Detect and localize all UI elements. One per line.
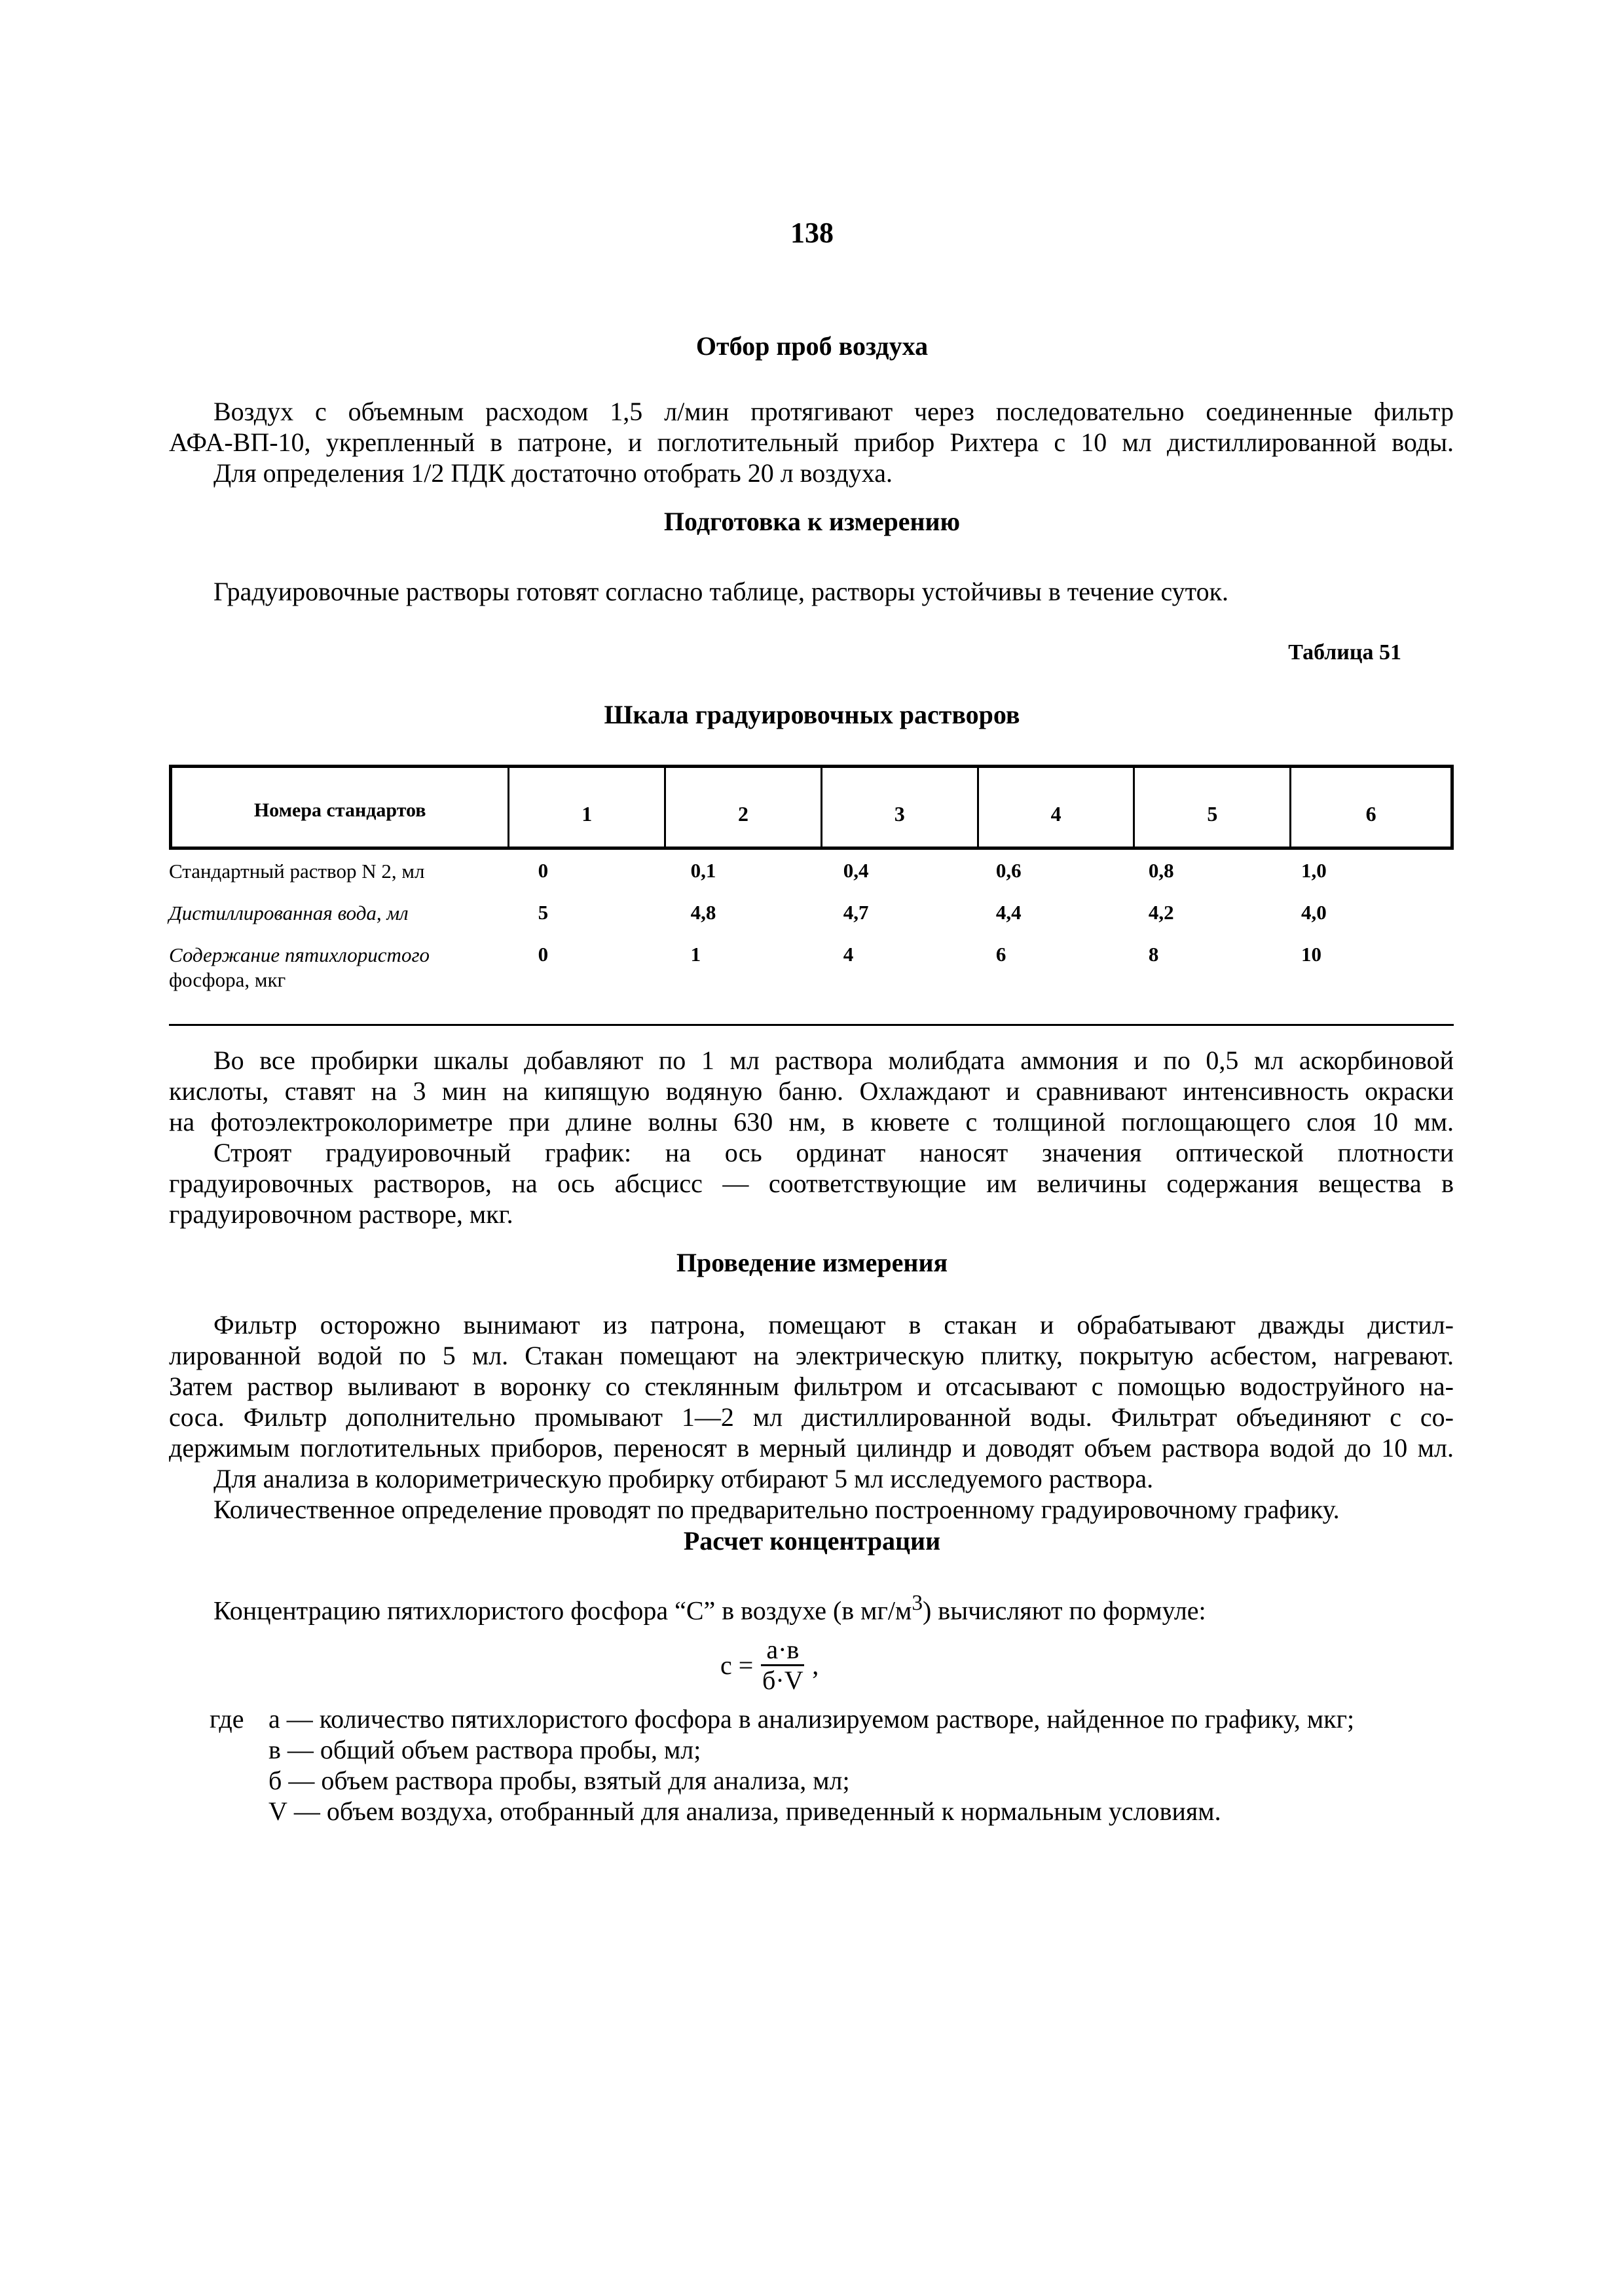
table-row [169,859,1454,901]
text-line: Строят градуировочный график: на ось ординат наносят значения оптической плотности [213,1138,1454,1167]
table-header [169,765,1454,850]
paragraph-preparation [169,576,1454,607]
table-number-label: Таблица 51 [1288,640,1401,665]
table-title: Шкала градуировочных растворов [604,700,1020,729]
table-bottom-rule [169,1024,1454,1026]
table-cell: 0,8 [1148,859,1174,882]
definition-key: V [268,1796,287,1826]
table-cell: 0,6 [995,859,1022,882]
paragraph-calculation-intro [169,1588,1454,1626]
section-title-preparation: Подготовка к измерению [663,507,961,536]
text-line: Для анализа в колориметрическую пробирку отбирают 5 мл исследуемого раствора. [213,1464,1154,1493]
row-label [169,943,538,993]
text-line: держимым поглотительных приборов, переносят в мерный цилиндр и доводят объем раствора водой до 10 мл. [169,1433,1454,1463]
definition-key: в [268,1735,281,1764]
table-cell: 0 [538,943,549,966]
table-body [169,859,1454,1002]
text-line: АФА-ВП-10, укрепленный в патроне, и поглотительный прибор Рихтера с 10 мл дистиллированной воды. [169,428,1454,457]
table-cell: 4,4 [995,901,1022,924]
table-cell: 4,0 [1301,901,1327,924]
header-col-6: 6 [1365,801,1376,826]
table-row [169,943,1454,1002]
definition-row [210,1796,1454,1827]
paragraph-after-table [169,1045,1454,1230]
section-title-calculation: Расчет концентрации [683,1526,941,1556]
table-cell: 10 [1301,943,1321,966]
table-cell: 0 [538,859,549,882]
formula-fraction [761,1635,804,1695]
row-label-line: фосфора, мкг [169,968,286,991]
spacer [210,1765,268,1796]
table-cell: 4 [843,943,854,966]
text-line: Воздух с объемным расходом 1,5 л/мин протягивают через последовательно соединенные фильтр [213,397,1454,426]
text-line: лированной водой по 5 мл. Стакан помещают на электрическую плитку, покрытую асбестом, нагревают. [169,1341,1454,1370]
header-col-2: 2 [666,768,822,847]
table-cell: 4,2 [1148,901,1174,924]
formula-tail: , [812,1650,819,1680]
definition-row [210,1734,1454,1765]
text-line: градуировочных растворов, на ось абсцисс — соответствующие им величины содержания вещества в [169,1169,1454,1198]
header-col-3: 3 [822,768,979,847]
text-line: Во все пробирки шкалы добавляют по 1 мл раствора молибдата аммония и по 0,5 мл аскорбиновой [213,1046,1454,1075]
definition-text: — общий объем раствора пробы, мл; [287,1735,701,1764]
spacer [210,1796,268,1827]
text-line: Затем раствор выливают в воронку со стеклянным фильтром и отсасывают с помощью водоструйного на- [169,1372,1454,1401]
text-line: Градуировочные растворы готовят согласно таблице, растворы устойчивы в течение суток. [213,577,1229,606]
table-cell: 1 [690,943,701,966]
header-col-1: 1 [509,768,666,847]
text-line: кислоты, ставят на 3 мин на кипящую водяную баню. Охлаждают и сравнивают интенсивность окраски [169,1076,1454,1106]
definition-key: б [268,1766,282,1795]
formula [720,1635,819,1695]
page-number: 138 [790,217,834,249]
intro-text: Концентрацию пятихлористого фосфора “С” в воздухе (в мг/м [213,1595,912,1626]
row-label-line: Содержание пятихлористого [169,943,430,966]
paragraph-air-sampling [169,396,1454,488]
text-line: соса. Фильтр дополнительно промывают 1—2 мл дистиллированной воды. Фильтрат объединяют с со- [169,1402,1454,1432]
header-col-4: 4 [979,768,1135,847]
section-title-air-sampling: Отбор проб воздуха [695,331,929,361]
text-line: на фотоэлектроколориметре при длине волны 630 нм, в кювете с толщиной поглощающего слоя 10 мм. [169,1107,1454,1137]
definition-text: — объем воздуха, отобранный для анализа, приведенный к нормальным условиям. [293,1796,1221,1826]
definition-key: а [268,1704,280,1734]
table-cell: 5 [538,901,549,924]
spacer [210,1734,268,1765]
text-line: Количественное определение проводят по предварительно построенному градуировочному графику. [213,1495,1340,1524]
paragraph-measurement [169,1309,1454,1525]
text-line [169,1588,1454,1626]
table-row [169,901,1454,943]
table-cell: 1,0 [1301,859,1327,882]
table-cell: 4,8 [690,901,716,924]
table-cell: 4,7 [843,901,869,924]
header-label-cell: Номера стандартов [172,768,509,847]
definition-row [210,1704,1454,1734]
table-cell: 0,1 [690,859,716,882]
section-title-measurement: Проведение измерения [676,1248,948,1277]
table-cell: 6 [995,943,1006,966]
text-line: Для определения 1/2 ПДК достаточно отобрать 20 л воздуха. [213,458,893,488]
intro-text: ) вычисляют по формуле: [922,1595,1206,1626]
formula-definitions [210,1704,1454,1827]
where-word: где [210,1704,244,1734]
table-cell: 0,4 [843,859,869,882]
definition-row [210,1765,1454,1796]
definition-text: — количество пятихлористого фосфора в анализируемом растворе, найденное по графику, мкг; [286,1704,1355,1734]
text-line: градуировочном растворе, мкг. [169,1199,513,1229]
text-line: Фильтр осторожно вынимают из патрона, помещают в стакан и обрабатывают дважды дистил- [213,1310,1454,1339]
row-label: Дистиллированная вода, мл [169,902,409,924]
table-cell: 8 [1148,943,1159,966]
definition-text: — объем раствора пробы, взятый для анализа, мл; [288,1766,850,1795]
formula-lhs: с = [720,1650,754,1680]
header-col-5: 5 [1135,768,1291,847]
row-label: Стандартный раствор N 2, мл [169,860,425,883]
formula-denominator: б·V [762,1666,803,1695]
intro-superscript: 3 [912,1591,923,1615]
formula-numerator: а·в [761,1635,804,1666]
